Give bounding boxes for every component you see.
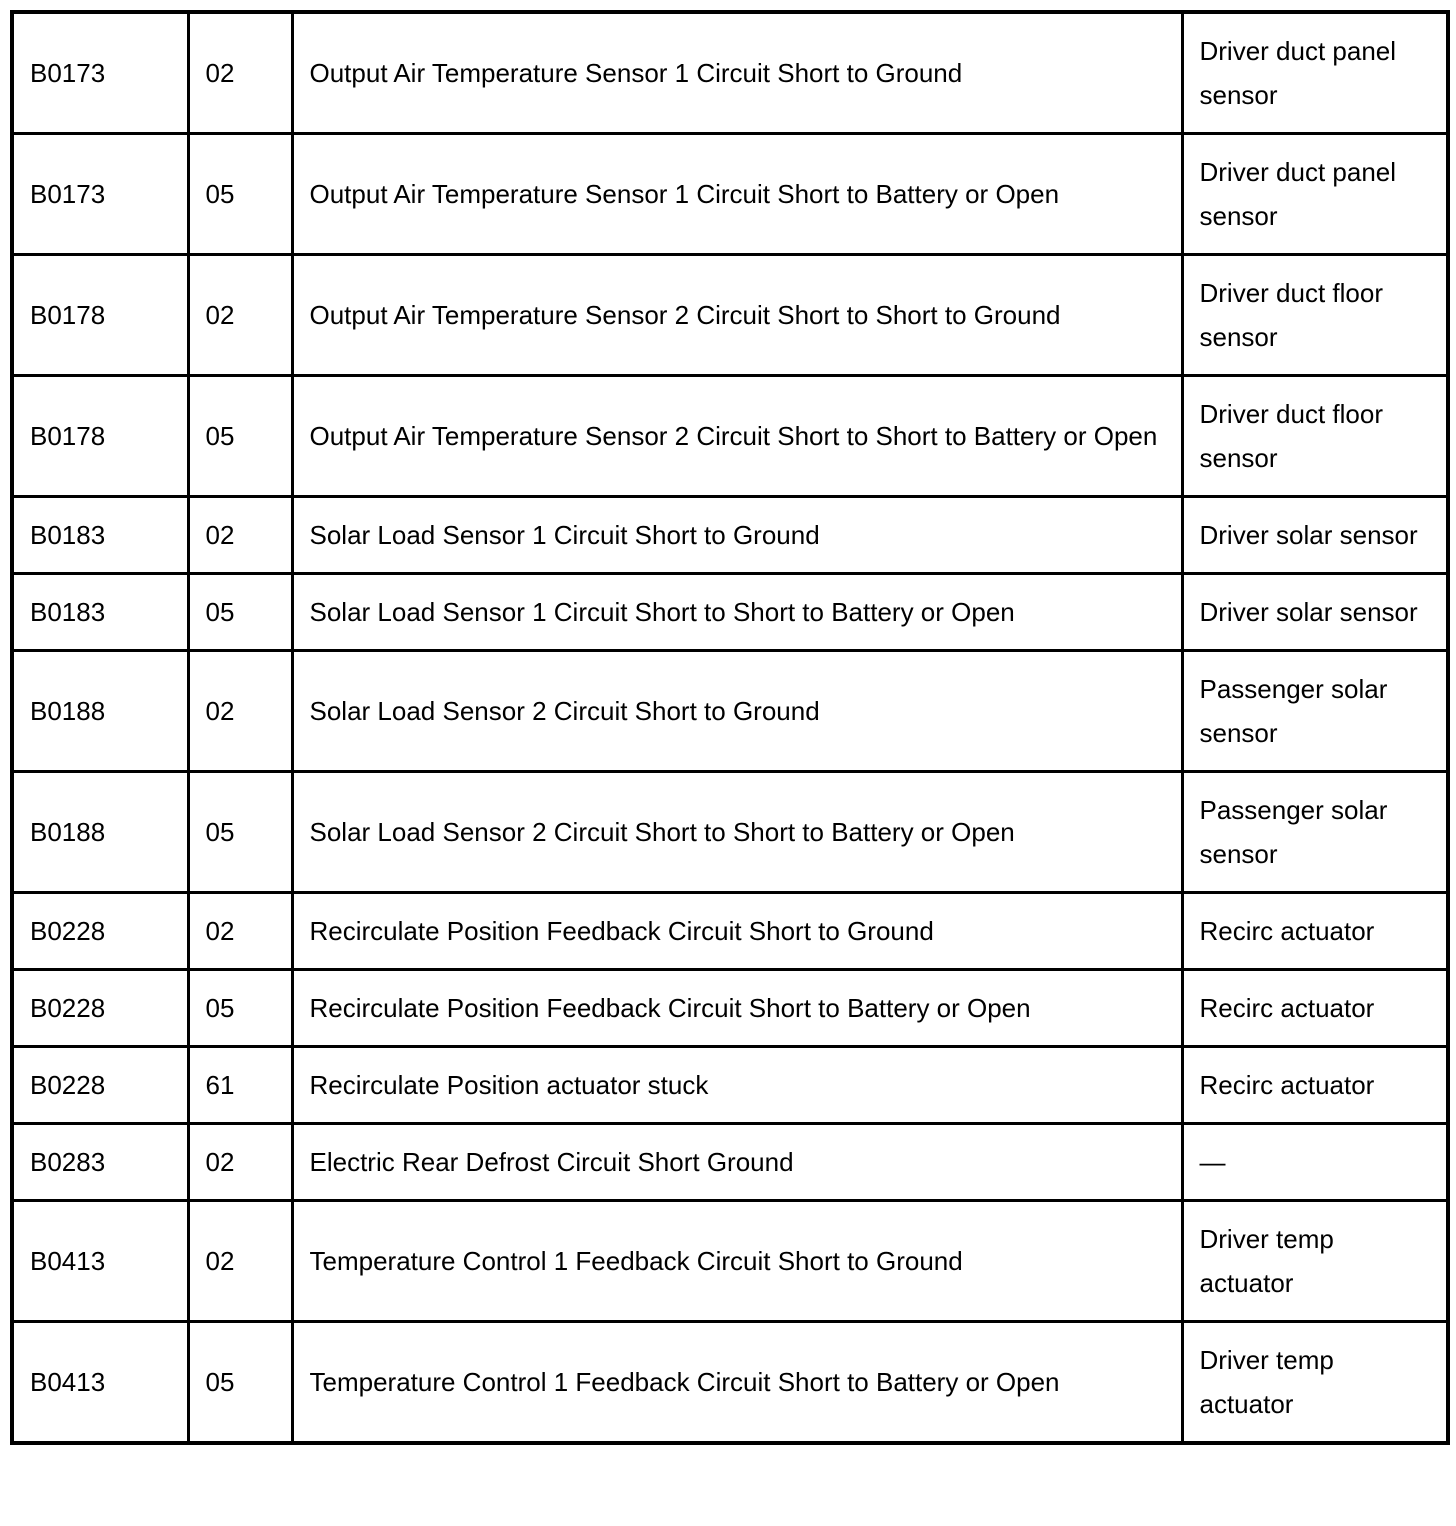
component-cell: Recirc actuator — [1182, 970, 1448, 1047]
description-cell: Solar Load Sensor 2 Circuit Short to Ground — [292, 651, 1182, 772]
symptom-cell: 05 — [188, 574, 292, 651]
symptom-cell: 02 — [188, 255, 292, 376]
description-cell: Recirculate Position Feedback Circuit Short to Ground — [292, 893, 1182, 970]
component-cell: Driver solar sensor — [1182, 497, 1448, 574]
code-cell: B0228 — [12, 893, 188, 970]
table-row — [12, 497, 1448, 574]
component-cell: Driver duct floor sensor — [1182, 255, 1448, 376]
component-cell: Driver temp actuator — [1182, 1322, 1448, 1444]
table-row — [12, 574, 1448, 651]
description-cell: Output Air Temperature Sensor 2 Circuit Short to Short to Ground — [292, 255, 1182, 376]
table-row — [12, 970, 1448, 1047]
table-row — [12, 134, 1448, 255]
component-cell: Passenger solar sensor — [1182, 772, 1448, 893]
description-cell: Output Air Temperature Sensor 2 Circuit Short to Short to Battery or Open — [292, 376, 1182, 497]
code-cell: B0413 — [12, 1201, 188, 1322]
code-cell: B0188 — [12, 651, 188, 772]
symptom-cell: 02 — [188, 497, 292, 574]
description-cell: Recirculate Position actuator stuck — [292, 1047, 1182, 1124]
symptom-cell: 05 — [188, 134, 292, 255]
description-cell: Solar Load Sensor 1 Circuit Short to Ground — [292, 497, 1182, 574]
symptom-cell: 05 — [188, 772, 292, 893]
symptom-cell: 02 — [188, 1124, 292, 1201]
dtc-table — [10, 10, 1450, 1445]
component-cell: Driver solar sensor — [1182, 574, 1448, 651]
component-cell: Recirc actuator — [1182, 1047, 1448, 1124]
description-cell: Temperature Control 1 Feedback Circuit Short to Battery or Open — [292, 1322, 1182, 1444]
description-cell: Output Air Temperature Sensor 1 Circuit Short to Ground — [292, 12, 1182, 134]
table-row — [12, 1322, 1448, 1444]
code-cell: B0188 — [12, 772, 188, 893]
component-cell: Driver duct panel sensor — [1182, 134, 1448, 255]
table-row — [12, 1201, 1448, 1322]
code-cell: B0228 — [12, 970, 188, 1047]
component-cell: Passenger solar sensor — [1182, 651, 1448, 772]
code-cell: B0413 — [12, 1322, 188, 1444]
symptom-cell: 02 — [188, 12, 292, 134]
description-cell: Solar Load Sensor 2 Circuit Short to Short to Battery or Open — [292, 772, 1182, 893]
description-cell: Output Air Temperature Sensor 1 Circuit Short to Battery or Open — [292, 134, 1182, 255]
symptom-cell: 02 — [188, 651, 292, 772]
table-row — [12, 651, 1448, 772]
code-cell: B0173 — [12, 12, 188, 134]
table-row — [12, 255, 1448, 376]
description-cell: Recirculate Position Feedback Circuit Short to Battery or Open — [292, 970, 1182, 1047]
component-cell: Driver duct floor sensor — [1182, 376, 1448, 497]
symptom-cell: 05 — [188, 1322, 292, 1444]
code-cell: B0228 — [12, 1047, 188, 1124]
symptom-cell: 02 — [188, 893, 292, 970]
component-cell: — — [1182, 1124, 1448, 1201]
description-cell: Solar Load Sensor 1 Circuit Short to Short to Battery or Open — [292, 574, 1182, 651]
table-row — [12, 1047, 1448, 1124]
symptom-cell: 02 — [188, 1201, 292, 1322]
code-cell: B0178 — [12, 255, 188, 376]
table-row — [12, 12, 1448, 134]
component-cell: Recirc actuator — [1182, 893, 1448, 970]
symptom-cell: 61 — [188, 1047, 292, 1124]
component-cell: Driver temp actuator — [1182, 1201, 1448, 1322]
symptom-cell: 05 — [188, 970, 292, 1047]
description-cell: Electric Rear Defrost Circuit Short Ground — [292, 1124, 1182, 1201]
component-cell: Driver duct panel sensor — [1182, 12, 1448, 134]
description-cell: Temperature Control 1 Feedback Circuit Short to Ground — [292, 1201, 1182, 1322]
dtc-table-body — [12, 12, 1448, 1443]
symptom-cell: 05 — [188, 376, 292, 497]
code-cell: B0283 — [12, 1124, 188, 1201]
table-row — [12, 893, 1448, 970]
code-cell: B0173 — [12, 134, 188, 255]
table-row — [12, 376, 1448, 497]
code-cell: B0183 — [12, 497, 188, 574]
code-cell: B0178 — [12, 376, 188, 497]
code-cell: B0183 — [12, 574, 188, 651]
table-row — [12, 1124, 1448, 1201]
table-row — [12, 772, 1448, 893]
